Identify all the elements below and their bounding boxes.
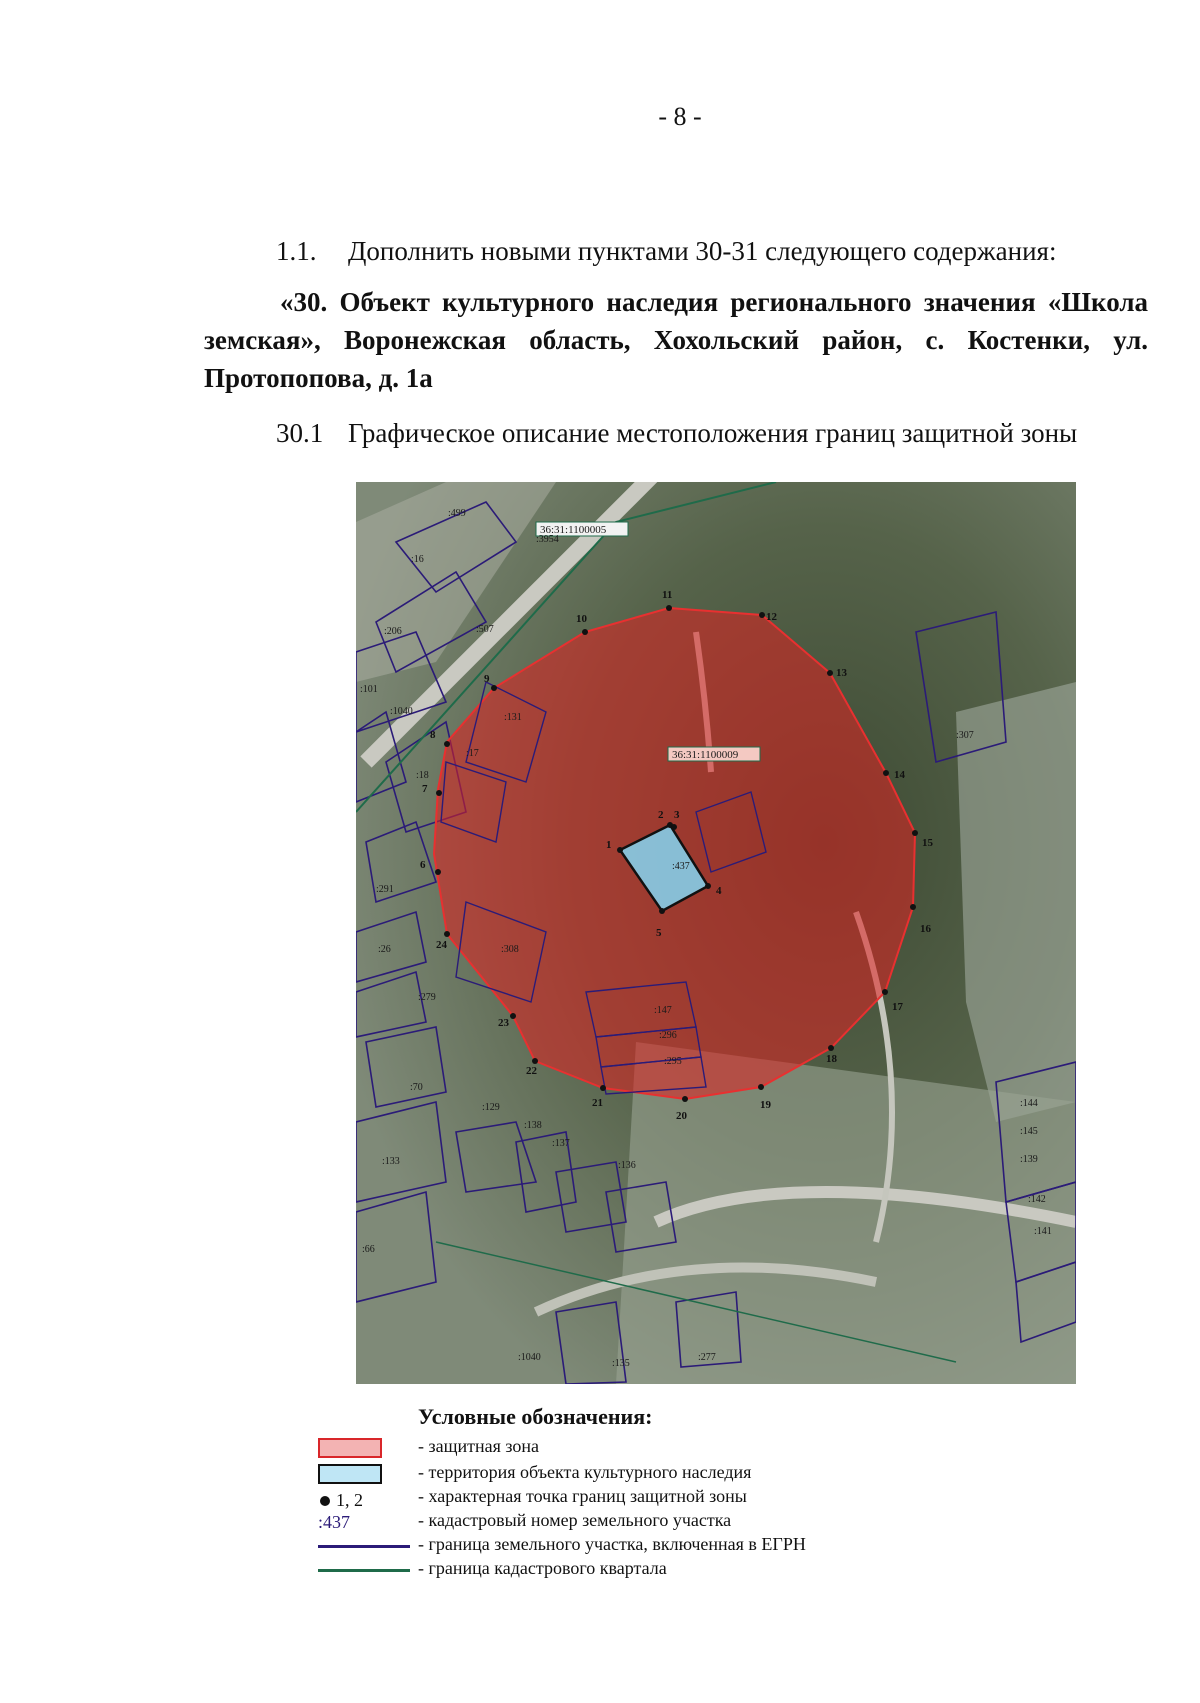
parcel-label: :17: [466, 748, 479, 759]
protection-zone-map: [356, 482, 1076, 1384]
subheading: [276, 418, 1077, 449]
parcel-label: :291: [376, 884, 394, 895]
clause-text: Дополнить новыми пунктами 30-31 следующего содержания:: [348, 236, 1057, 266]
legend-text: - защитная зона: [418, 1436, 539, 1456]
point-example: 1, 2: [336, 1490, 363, 1510]
legend-item-heritage-territory: [314, 1462, 934, 1486]
parcel-label: :70: [410, 1082, 423, 1093]
svg-text:21: 21: [592, 1097, 603, 1109]
clause-number: 1.1.: [276, 236, 317, 266]
object-heading: «30. Объект культурного наследия регионального значения «Школа земская», Воронежская область, Хохольский район, с. Костенки, ул. Протопопова, д. 1а: [204, 287, 1148, 393]
parcel-label: :136: [618, 1160, 636, 1171]
parcel-label: :295: [664, 1056, 682, 1067]
parcel-label: :16: [411, 554, 424, 565]
parcel-label: :499: [448, 508, 466, 519]
svg-text:4: 4: [716, 885, 722, 897]
parcel-label: :135: [612, 1358, 630, 1369]
svg-text:13: 13: [836, 667, 847, 679]
legend-text: - характерная точка границ защитной зоны: [418, 1486, 747, 1506]
parcel-label: :279: [418, 992, 436, 1003]
parcel-label: :145: [1020, 1126, 1038, 1137]
parcel-label: :437: [672, 861, 690, 872]
heritage-territory-swatch: [318, 1464, 382, 1484]
svg-text:16: 16: [920, 923, 931, 935]
svg-text:3: 3: [674, 809, 680, 821]
parcel-label: :277: [698, 1352, 716, 1363]
svg-text:23: 23: [498, 1017, 509, 1029]
parcel-label: :1040: [390, 706, 413, 717]
svg-text:17: 17: [892, 1001, 903, 1013]
parcel-label: :3954: [536, 534, 559, 545]
legend-item-kvartal-boundary: [314, 1558, 934, 1582]
parcel-label: :147: [654, 1005, 672, 1016]
legend-item-parcel-boundary: [314, 1534, 934, 1558]
legend-text: - граница кадастрового квартала: [418, 1558, 667, 1578]
svg-text:7: 7: [422, 783, 428, 795]
parcel-label: :131: [504, 712, 522, 723]
legend-item-cadastral-number: [314, 1510, 934, 1534]
parcel-label: :296: [659, 1030, 677, 1041]
svg-text:22: 22: [526, 1065, 537, 1077]
svg-text:2: 2: [658, 809, 664, 821]
parcel-label: :133: [382, 1156, 400, 1167]
parcel-label: :138: [524, 1120, 542, 1131]
parcel-label: :308: [501, 944, 519, 955]
parcel-label: :141: [1034, 1226, 1052, 1237]
legend-text: - территория объекта культурного наследия: [418, 1462, 752, 1482]
svg-text:10: 10: [576, 613, 587, 625]
parcel-label: :139: [1020, 1154, 1038, 1165]
legend-title: Условные обозначения:: [418, 1404, 653, 1429]
svg-text:5: 5: [656, 927, 662, 939]
svg-text:19: 19: [760, 1099, 771, 1111]
parcel-line-swatch: [318, 1545, 410, 1548]
page-number: - 8 -: [658, 102, 702, 131]
point-dot-icon: [320, 1496, 330, 1506]
svg-text:8: 8: [430, 729, 436, 741]
svg-text:20: 20: [676, 1110, 687, 1122]
parcel-label: :142: [1028, 1194, 1046, 1205]
parcel-label: :1040: [518, 1352, 541, 1363]
parcel-label: :129: [482, 1102, 500, 1113]
parcel-label: :66: [362, 1244, 375, 1255]
kvartal-label: 36:31:1100009: [672, 749, 739, 761]
svg-text:6: 6: [420, 859, 426, 871]
legend-text: - граница земельного участка, включенная в ЕГРН: [418, 1534, 806, 1554]
parcel-label: :307: [956, 730, 974, 741]
parcel-label: :26: [378, 944, 391, 955]
parcel-label: :101: [360, 684, 378, 695]
kvartal-label: 36:31:1100005: [540, 524, 607, 536]
svg-text:18: 18: [826, 1053, 837, 1065]
parcel-label: :144: [1020, 1098, 1038, 1109]
parcel-label: :206: [384, 626, 402, 637]
clause: [276, 236, 1056, 267]
svg-text:9: 9: [484, 673, 490, 685]
cadastral-number-example: :437: [318, 1512, 351, 1532]
kvartal-line-swatch: [318, 1569, 410, 1572]
legend-item-boundary-point: [314, 1486, 934, 1510]
subheading-text: Графическое описание местоположения границ защитной зоны: [348, 418, 1078, 448]
parcel-label: :18: [416, 770, 429, 781]
protection-zone-swatch: [318, 1438, 382, 1458]
svg-text:14: 14: [894, 769, 905, 781]
svg-text:24: 24: [436, 939, 447, 951]
svg-text:12: 12: [766, 611, 777, 623]
legend-item-protection-zone: [314, 1436, 934, 1460]
parcel-label: :137: [552, 1138, 570, 1149]
parcel-label: :507: [476, 624, 494, 635]
svg-text:1: 1: [606, 839, 612, 851]
svg-text:15: 15: [922, 837, 933, 849]
svg-text:11: 11: [662, 589, 673, 601]
legend-text: - кадастровый номер земельного участка: [418, 1510, 732, 1530]
subheading-number: 30.1: [276, 418, 324, 448]
